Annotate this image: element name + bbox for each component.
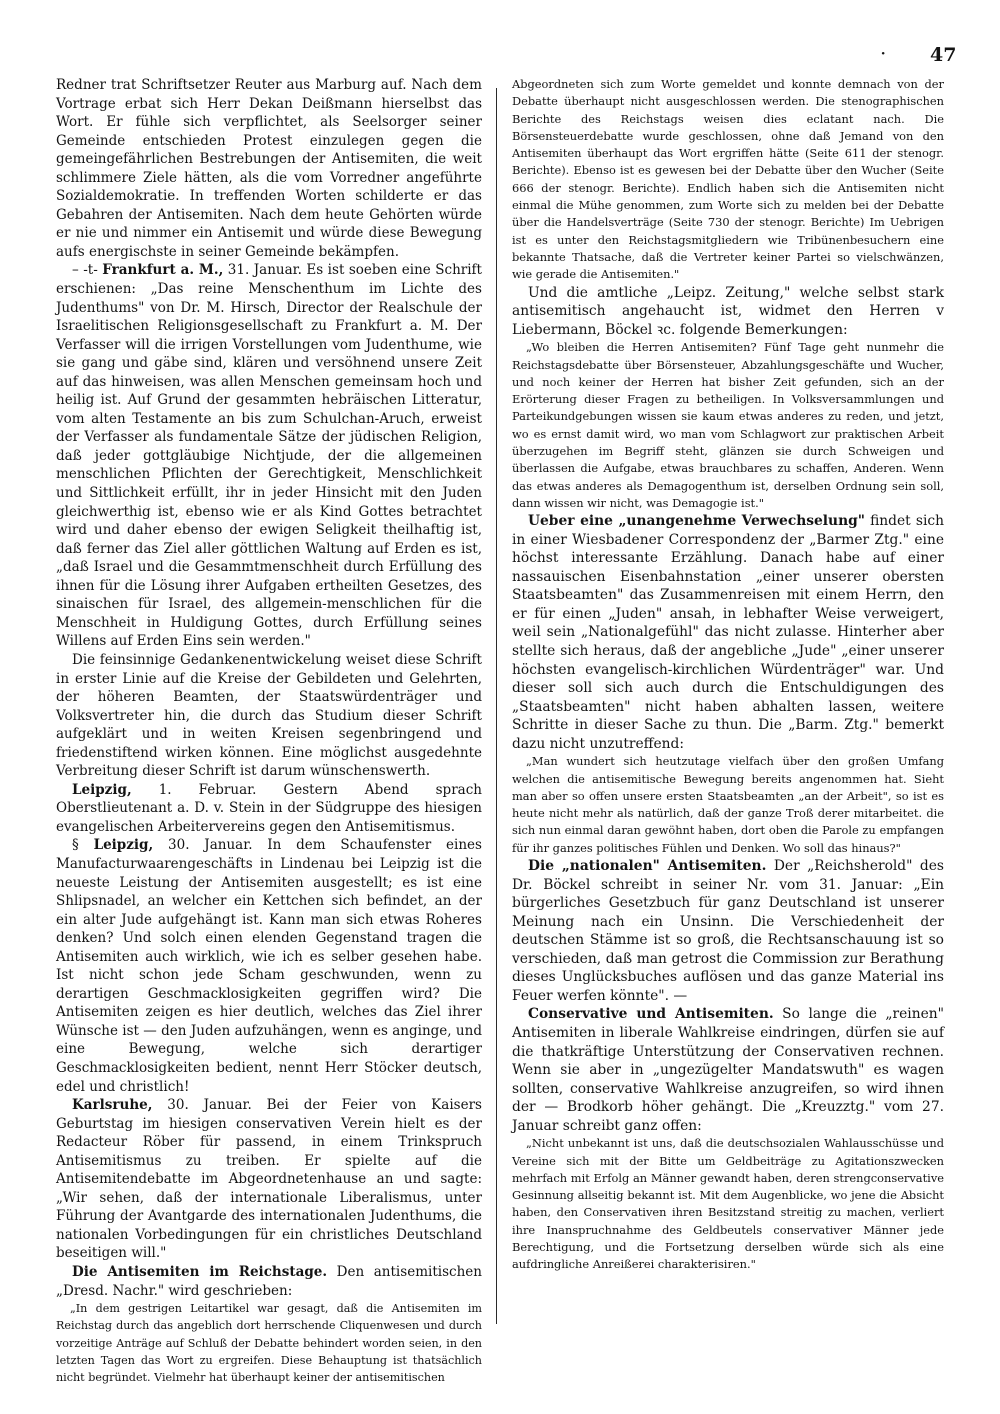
leipzig-article-1 (56, 781, 482, 837)
reichstag-quote: „In dem gestrigen Leitartikel war gesagt, daß die Antisemiten im Reichstag durch das angeblich dort herrschende Cliquenwesen und durch vorzeitige Anträge auf Schluß der Debatte behindert worden seien, in den letzten Tagen das Wort zu ergreifen. Diese Behauptung ist thatsächlich nicht begründet. Vielmehr hat überhaupt keiner der antisemitischen (56, 1302, 482, 1385)
column-divider (496, 88, 497, 1324)
nationale-text: Der „Reichsherold" des Dr. Böckel schreibt in seiner Nr. vom 31. Januar: „Ein bürgerliches Gesetzbuch für ganz Deutschland ist unserer Meinung nach ein Unsinn. Die Verschiedenheit der deutschen Stämme ist so groß, die Rechtsanschauung ist so verschieden, daß man getrost die Commission zur Berathung dieses Unglücksbuches auflösen und das ganze Material ins Feuer werfen könnte". — (512, 858, 945, 1004)
left-column (56, 76, 482, 1387)
right-column (512, 76, 944, 1274)
nationale-antisemiten-article (512, 857, 944, 1005)
karlsruhe-article (56, 1096, 482, 1263)
leipziger-zeitung-quote: „Wo bleiben die Herren Antisemiten? Fünf Tage geht nunmehr die Reichstagsdebatte über Börsensteuer, Abzahlungsgeschäfte und Wucher, und noch keiner der Herren hat bisher Zeit gefunden, sich an der Erörterung dieser Fragen zu betheiligen. In Volksversammlungen und Parteikundgebungen wissen sie kaum etwas anderes zu reden, und jetzt, wo es ernst damit wird, wo man vom Schlagwort zur praktischen Arbeit überzugehen im Begriff steht, glänzen sie durch Schweigen und überlassen die Aufgabe, etwas brauchbares zu schaffen, Anderen. Wenn das etwas anderes als Demagogenthum ist, derselben Ordnung sein soll, dann wissen wir nicht, was Demagogie ist." (512, 340, 944, 510)
leipzig-text-2: 30. Januar. In dem Schaufenster eines Manufacturwaarengeschäfts in Lindenau bei Leipzig ist die neueste Leistung der Antisemiten ausgestellt; es ist eine Shlipsnadel, an welcher ein Kettchen sich befindet, an der ein alter Jude aufgehängt ist. Kann man sich etwas Roheres denken? Und solch einen elenden Gegenstand tragen die Antisemiten auch wirklich, wie ich es selber gesehen habe. Ist nicht schon jede Scham geschwunden, wenn zu derartigen Geschmacklosigkeiten gegriffen wird? Die Antisemiten zeigen es hier deutlich, welches das Ziel ihrer Wünsche ist — den Juden aufzuhängen, wenn es anginge, und eine Bewegung, welche sich derartiger Geschmacklosigkeiten bedient, nennt Herr Stöcker deutsch, edel und christlich! (56, 837, 482, 1095)
leipziger-zeitung-intro: Und die amtliche „Leipz. Zeitung," welche selbst stark antisemitisch angehaucht ist, widmet den Herren v Liebermann, Böckel ꝛc. folgende Bemerkungen: (512, 284, 944, 338)
barmer-quote: „Man wundert sich heutzutage vielfach über den großen Umfang welchen die antisemitische Bewegung bereits angenommen hat. Sieht man aber so offen unsere ersten Staatsbeamten „an der Arbeit", so ist es heute nicht mehr als natürlich, daß der ganze Troß derer mitarbeitet. die sich nun einmal daran gewöhnt haben, dort oben die Parole zu empfangen für ihr ganzes politisches Fühlen und Denken. Wo soll das hinaus?" (512, 754, 944, 855)
leipzig-dateline-1: Leipzig, (72, 781, 132, 798)
leipzig-dateline-2: Leipzig, (93, 837, 154, 854)
page-number: 47 (930, 44, 957, 66)
frankfurt-article (56, 261, 482, 650)
conservative-text: So lange die „reinen" Antisemiten in liberale Wahlkreise eindringen, dürfen sie auf die thatkräftige Unterstützung der Conservativen rechnen. Wenn sie aber in „ungezügelter Mandatswuth" es wagen sollten, conservative Wahlkreise anzugreifen, so wird ihnen der — Brodkorb höher gehängt. Die „Kreuzztg." vom 27. Januar schreibt ganz offen: (512, 1006, 944, 1134)
karlsruhe-text: 30. Januar. Bei der Feier von Kaisers Geburtstag im hiesigen conservativen Verein hielt es der Redacteur Röber für passend, in einem Trinkspruch Antisemitismus zu treiben. Er spielte auf die Antisemitendebatte im Abgeordnetenhause an und sagte: „Wir sehen, daß der internationale Liberalismus, unter Führung der Avantgarde des internationalen Judenthums, die nationalen Vorbedingungen für ein christliches Deutschland beseitigen will." (56, 1097, 482, 1262)
karlsruhe-dateline: Karlsruhe, (72, 1097, 153, 1114)
marburg-report: Redner trat Schriftsetzer Reuter aus Marburg auf. Nach dem Vortrage erbat sich Herr Dekan Deißmann hierselbst das Wort. Er fühle sich verpflichtet, als Seelsorger seiner Gemeinde entschieden Protest einzulegen gegen die gemeingefährlichen Bestrebungen der Antisemiten, die weit schlimmere Ziele hätten, als die vom Vorredner angeführte Sozialdemokratie. In treffenden Worten schilderte er das Gebahren der Antisemiten. Nach dem heute Gehörten würde er nie und nimmer ein Antisemit und würde diese Bewegung aufs energischste in seiner Gemeinde bekämpfen. (56, 77, 482, 260)
header-dot: · (880, 41, 887, 65)
verwechselung-heading: Ueber eine „unangenehme Verwechselung" (528, 513, 865, 530)
frankfurt-text: 31. Januar. Es ist soeben eine Schrift erschienen: „Das reine Menschenthum im Lichte des Judenthums" von Dr. M. Hirsch, Director der Realschule der Israelitischen Religionsgesellschaft zu Frankfurt a. M. Der Verfasser will die irrigen Vorstellungen vom Judenthume, wie sie gang und gäbe sind, klären und versöhnend unsere Zeit auf das hinweisen, was allen Menschen gemeinsam hoch und heilig ist. Auf Grund der gesammten hebräischen Litteratur, vom alten Testamente an bis zum Schulchan-Aruch, erweist der Verfasser als fundamentale Sätze der jüdischen Religion, daß jeder gottgläubige Nichtjude, der die allgemeinen menschlichen Pflichten der Gerechtigkeit, Menschlichkeit und Sittlichkeit erfüllt, ihr in jeder Hinsicht mit den Juden gleichwerthig ist, ebenso wie er als Kind Gottes betrachtet wird und daher ebenso der ewigen Seligkeit theilhaftig ist, daß ferner das Ziel aller göttlichen Waltung auf Erden es ist, „daß Israel und die Gesammtmenschheit durch Erfüllung des ihnen für die Lösung ihrer Aufgaben ertheilten Gesetzes, des sinaischen für Israel, des allgemein-menschlichen für die Menschheit in Huldigung Gottes, durch Erfüllung seines Willens auf Erden Eins sein werden." (56, 262, 482, 650)
reichstag-intro: Den antisemitischen „Dresd. Nachr." wird geschrieben: (56, 1264, 482, 1299)
conservative-article (512, 1005, 944, 1135)
reichstag-article (56, 1263, 482, 1300)
verwechselung-text: findet sich in einer Wiesbadener Correspondenz der „Barmer Ztg." eine höchst interessante Erzählung. Danach habe auf einer nassauischen Eisenbahnstation „einer unserer obersten Staatsbeamten" das Zusammenreisen mit einem Herrn, den er für einen „Juden" ansah, in lebhafter Weise verweigert, weil sein „Nationalgefühl" das nicht zulasse. Hinterher aber stellte sich heraus, daß der angebliche „Jude" „einer unserer höchsten evangelisch-kirchlichen Würdenträger" war. Und dieser soll sich auch durch die Entschuldigungen des „Staatsbeamten" nicht haben abhalten lassen, weitere Schritte in dieser Sache zu thun. Die „Barm. Ztg." bemerkt dazu nicht unzutreffend: (512, 513, 944, 752)
nationale-heading: Die „nationalen" Antisemiten. (528, 858, 767, 875)
leipzig-text-1: 1. Februar. Gestern Abend sprach Oberstlieutenant a. D. v. Stein in der Südgruppe des hiesigen evangelischen Arbeitervereins gegen den Antisemitismus. (56, 781, 482, 835)
page-header (0, 42, 1000, 70)
reichstag-heading: Die Antisemiten im Reichstage. (72, 1264, 328, 1280)
verwechselung-article (512, 512, 944, 753)
conservative-heading: Conservative und Antisemiten. (528, 1006, 774, 1023)
frankfurt-prefix: – -t- (72, 262, 103, 279)
frankfurt-article-cont: Die feinsinnige Gedankenentwickelung weiset diese Schrift in erster Linie auf die Kreise der Gebildeten und Gelehrten, der höheren Beamten, der Staatswürdenträger und Volksvertreter hin, die durch das Studium dieser Schrift aufgeklärt und in weiten Kreisen segenbringend und friedenstiftend wirken können. Eine möglichst ausgedehnte Verbreitung dieser Schrift ist darum wünschenswerth. (56, 651, 482, 780)
reichstag-quote-cont: Abgeordneten sich zum Worte gemeldet und konnte demnach von der Debatte überhaupt nicht ausgeschlossen werden. Die stenographischen Berichte des Reichstags weisen dies eclatant nach. Die Börsensteuerdebatte wurde geschlossen, ohne daß Jemand von den Antisemiten überhaupt das Wort ergriffen hätte (Seite 611 der stenogr. Berichte). Ebenso ist es gewesen bei der Debatte über den Wucher (Seite 666 der stenogr. Berichte). Endlich haben sich die Antisemiten nicht einmal die Mühe genommen, zum Worte sich zu melden bei der Debatte über die Handelsverträge (Seite 730 der stenogr. Berichte) Im Uebrigen ist es unter den Reichstagsmitgliedern wie Tribünenbesuchern eine bekannte Thatsache, daß die Vertreter keiner Partei so vielschwänzen, wie gerade die Antisemiten." (512, 77, 944, 282)
leipzig-prefix-2: § (72, 837, 94, 854)
frankfurt-dateline: Frankfurt a. M., (102, 262, 224, 279)
leipzig-article-2 (56, 836, 482, 1096)
kreuzztg-quote: „Nicht unbekannt ist uns, daß die deutschsozialen Wahlausschüsse und Vereine sich mit der Bitte um Geldbeiträge zu Agitationszwecken mehrfach mit Erfolg an Männer gewandt haben, deren strengconservative Gesinnung allseitig bekannt ist. Mit dem Augenblicke, wo jene die Absicht haben, den Conservativen ihren Besitzstand streitig zu machen, verliert ihre Inanspruchnahme des Geldbeutels conservativer Männer jede Berechtigung, und die Fortsetzung derselben würde sich als eine aufdringliche Anreißerei charakterisiren." (512, 1136, 944, 1272)
